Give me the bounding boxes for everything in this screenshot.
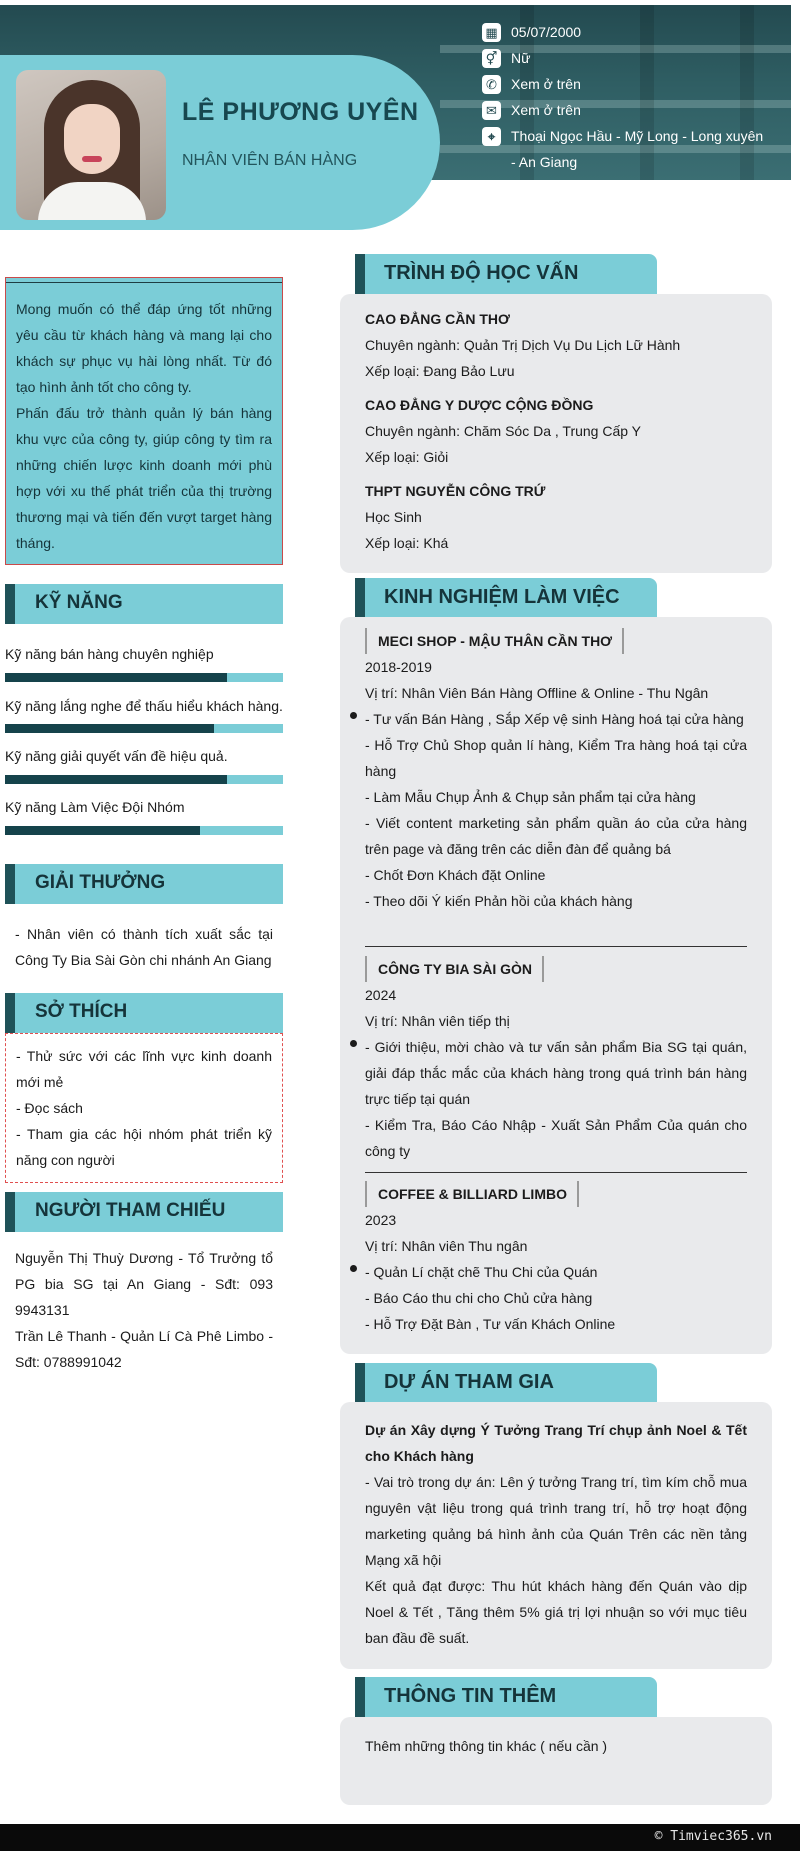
references-list bbox=[15, 1245, 273, 1375]
phone-icon: ✆ bbox=[482, 75, 501, 94]
candidate-title: NHÂN VIÊN BÁN HÀNG bbox=[182, 152, 358, 169]
hobby-item: - Tham gia các hội nhóm phát triển kỹ năng con người bbox=[16, 1126, 272, 1168]
skill-bar bbox=[5, 724, 283, 733]
projects-heading bbox=[355, 1363, 657, 1403]
contact-value: 05/07/2000 bbox=[511, 24, 582, 40]
extra-info-panel bbox=[340, 1717, 772, 1805]
job-duty: - Hỗ Trợ Đặt Bàn , Tư vấn Khách Online bbox=[365, 1316, 616, 1332]
skill-label: Kỹ năng bán hàng chuyên nghiệp bbox=[5, 646, 214, 662]
skill-label: Kỹ năng giải quyết vấn đề hiệu quả. bbox=[5, 748, 228, 764]
project-role: - Vai trò trong dự án: Lên ý tưởng Trang trí, tìm kím chỗ mua nguyên vật liệu trong quá trình trang trí, hỗ trợ hoạt động marketing quảng bá hình ảnh của Quán Trên các nền tảng Mạng xã hội bbox=[365, 1474, 747, 1568]
skill-bar bbox=[5, 775, 283, 784]
education-panel bbox=[340, 294, 772, 573]
job-duty: - Theo dõi Ý kiến Phản hồi của khách hàng bbox=[365, 893, 633, 909]
skill-bar bbox=[5, 826, 283, 835]
hobbies-box bbox=[5, 1033, 283, 1183]
gender-icon: ⚥ bbox=[482, 49, 501, 68]
hobbies-heading bbox=[5, 993, 283, 1033]
extra-info-text: Thêm những thông tin khác ( nếu cần ) bbox=[365, 1738, 608, 1754]
email-icon: ✉ bbox=[482, 101, 501, 120]
skill-label: Kỹ năng lắng nghe để thấu hiểu khách hàng. bbox=[5, 698, 283, 714]
skill-bar-fill bbox=[5, 775, 227, 784]
bullet-dot bbox=[350, 1040, 357, 1047]
hobby-item: - Đọc sách bbox=[16, 1100, 83, 1116]
skills-heading bbox=[5, 584, 283, 624]
skill-label: Kỹ năng Làm Việc Đội Nhóm bbox=[5, 799, 185, 815]
objective-paragraph: Phấn đấu trở thành quản lý bán hàng khu vực của công ty, giúp công ty tìm ra những chiến lược kinh doanh mới phù hợp với xu thế phát triển của thị trường thương mại và tiến đến vượt target hàng tháng. bbox=[16, 405, 272, 551]
candidate-name: LÊ PHƯƠNG UYÊN bbox=[182, 98, 419, 126]
school-major: Chuyên ngành: Chăm Sóc Da , Trung Cấp Y bbox=[365, 423, 642, 439]
company-name: MECI SHOP - MẬU THÂN CẦN THƠ bbox=[365, 628, 624, 654]
job-duty: - Làm Mẫu Chụp Ảnh & Chụp sản phẩm tại cửa hàng bbox=[365, 789, 696, 805]
contact-address bbox=[482, 123, 782, 149]
contact-birthday bbox=[482, 19, 782, 45]
location-pin-icon: ⌖ bbox=[482, 127, 501, 146]
contact-gender bbox=[482, 45, 782, 71]
job-position: Vị trí: Nhân viên Thu ngân bbox=[365, 1238, 528, 1254]
bullet-dot bbox=[350, 712, 357, 719]
contact-value: Xem ở trên bbox=[511, 102, 581, 118]
reference-item: Trần Lê Thanh - Quản Lí Cà Phê Limbo - Sđt: 0788991042 bbox=[15, 1328, 273, 1370]
references-heading bbox=[5, 1192, 283, 1232]
job-duty: - Chốt Đơn Khách đặt Online bbox=[365, 867, 546, 883]
school-major: Học Sinh bbox=[365, 509, 422, 525]
job-duty: - Kiểm Tra, Báo Cáo Nhập - Xuất Sản Phẩm Của quán cho công ty bbox=[365, 1117, 747, 1159]
skill-bar-fill bbox=[5, 673, 227, 682]
skill-bar bbox=[5, 673, 283, 682]
footer-credit: © Timviec365.vn bbox=[654, 1829, 772, 1844]
awards-heading bbox=[5, 864, 283, 904]
company-name: CÔNG TY BIA SÀI GÒN bbox=[365, 956, 544, 982]
education-heading bbox=[355, 254, 657, 294]
school-name: CAO ĐẲNG CẦN THƠ bbox=[365, 311, 510, 327]
awards-text: - Nhân viên có thành tích xuất sắc tại Công Ty Bia Sài Gòn chi nhánh An Giang bbox=[15, 926, 273, 968]
divider bbox=[365, 946, 747, 947]
job-duty: - Quản Lí chặt chẽ Thu Chi của Quán bbox=[365, 1264, 598, 1280]
job-duty: - Viết content marketing sản phẩm quần áo của cửa hàng trên page và đăng trên các diễn đàn để quảng bá bbox=[365, 815, 747, 857]
contact-value: Thoại Ngọc Hầu - Mỹ Long - Long xuyên bbox=[511, 128, 764, 144]
section-title: SỞ THÍCH bbox=[35, 1001, 128, 1022]
contact-value: Nữ bbox=[511, 50, 531, 66]
school-rank: Xếp loại: Giỏi bbox=[365, 449, 449, 465]
avatar bbox=[16, 70, 166, 220]
extra-info-heading bbox=[355, 1677, 657, 1717]
career-objective bbox=[5, 277, 283, 565]
job-position: Vị trí: Nhân Viên Bán Hàng Offline & Online - Thu Ngân bbox=[365, 685, 709, 701]
school-name: THPT NGUYỄN CÔNG TRỨ bbox=[365, 483, 546, 499]
section-title: GIẢI THƯỞNG bbox=[35, 872, 166, 893]
section-title: KINH NGHIỆM LÀM VIỆC bbox=[384, 586, 620, 608]
school-name: CAO ĐẲNG Y DƯỢC CỘNG ĐỒNG bbox=[365, 397, 594, 413]
section-title: NGƯỜI THAM CHIẾU bbox=[35, 1200, 226, 1221]
project-result: Kết quả đạt được: Thu hút khách hàng đến Quán vào dịp Noel & Tết , Tăng thêm 5% giá trị lợi nhuận so với mục tiêu ban đầu đề suất. bbox=[365, 1578, 747, 1646]
hobby-item: - Thử sức với các lĩnh vực kinh doanh mới mẻ bbox=[16, 1048, 272, 1090]
job-duty: - Báo Cáo thu chi cho Chủ cửa hàng bbox=[365, 1290, 593, 1306]
experience-heading bbox=[355, 578, 657, 618]
school-major: Chuyên ngành: Quản Trị Dịch Vụ Du Lịch Lữ Hành bbox=[365, 337, 681, 353]
job-period: 2018-2019 bbox=[365, 659, 432, 675]
section-title: DỰ ÁN THAM GIA bbox=[384, 1371, 554, 1393]
contact-phone bbox=[482, 71, 782, 97]
birthday-cake-icon: ▦ bbox=[482, 23, 501, 42]
divider bbox=[365, 1172, 747, 1173]
contact-value: - An Giang bbox=[511, 154, 578, 170]
skill-bar-fill bbox=[5, 724, 214, 733]
section-title: TRÌNH ĐỘ HỌC VẤN bbox=[384, 262, 579, 284]
skill-bar-fill bbox=[5, 826, 200, 835]
reference-item: Nguyễn Thị Thuỳ Dương - Tổ Trưởng tổ PG bia SG tại An Giang - Sđt: 093 9943131 bbox=[15, 1250, 273, 1318]
company-name: COFFEE & BILLIARD LIMBO bbox=[365, 1181, 579, 1207]
job-period: 2023 bbox=[365, 1212, 397, 1228]
project-name: Dự án Xây dựng Ý Tưởng Trang Trí chụp ảnh Noel & Tết cho Khách hàng bbox=[365, 1422, 747, 1464]
school-rank: Xếp loại: Đang Bảo Lưu bbox=[365, 363, 515, 379]
projects-panel bbox=[340, 1402, 772, 1669]
job-duty: - Tư vấn Bán Hàng , Sắp Xếp vệ sinh Hàng hoá tại cửa hàng bbox=[365, 711, 744, 727]
contact-address-cont bbox=[482, 149, 782, 175]
job-position: Vị trí: Nhân viên tiếp thị bbox=[365, 1013, 510, 1029]
job-period: 2024 bbox=[365, 987, 397, 1003]
experience-panel bbox=[340, 617, 772, 1354]
objective-paragraph: Mong muốn có thể đáp ứng tốt những yêu cầu từ khách hàng và mang lại cho khách sự phục vụ hài lòng nhất. Từ đó tạo hình ảnh tốt cho công ty. bbox=[16, 301, 272, 395]
contact-list bbox=[482, 19, 782, 175]
section-title: KỸ NĂNG bbox=[35, 592, 123, 613]
bullet-dot bbox=[350, 1265, 357, 1272]
job-duty: - Giới thiệu, mời chào và tư vấn sản phẩm Bia SG tại quán, giải đáp thắc mắc của khách hàng trong quá trình bán hàng trực tiếp tại quán bbox=[365, 1039, 747, 1107]
footer bbox=[0, 1824, 800, 1851]
contact-email bbox=[482, 97, 782, 123]
section-title: THÔNG TIN THÊM bbox=[384, 1685, 557, 1707]
school-rank: Xếp loại: Khá bbox=[365, 535, 449, 551]
job-duty: - Hỗ Trợ Chủ Shop quản lí hàng, Kiểm Tra hàng hoá tại cửa hàng bbox=[365, 737, 747, 779]
contact-value: Xem ở trên bbox=[511, 76, 581, 92]
